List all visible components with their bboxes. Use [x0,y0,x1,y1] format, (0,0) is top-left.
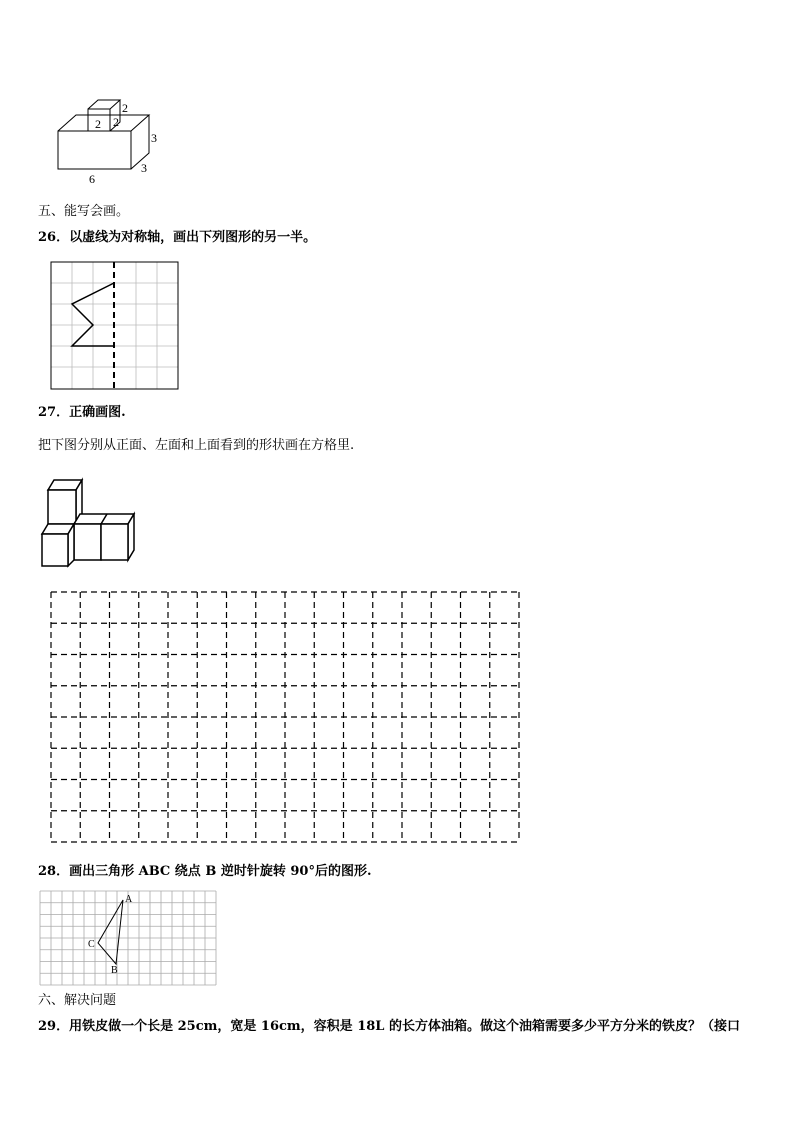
q27-text: 27．正确画图. [38,405,126,420]
small-cube-label-side: 2 [113,115,119,129]
point-c-label: C [88,939,95,950]
box-width-label: 3 [141,161,147,175]
q26-symmetry-grid [48,258,182,394]
q29-text: 29．用铁皮做一个长是 25cm，宽是 16cm，容积是 18L 的长方体油箱。做这个油箱需要多少平方分米的铁皮？（接口 [38,1019,740,1034]
point-b-label: B [111,965,118,976]
point-a-label: A [125,894,133,905]
q28-rotation-grid [38,889,220,989]
section5-title: 五、能写会画。 [38,204,130,219]
small-cube-label-top: 2 [122,101,128,115]
box-height-label: 3 [151,131,157,145]
q27-instruction: 把下图分别从正面、左面和上面看到的形状画在方格里. [38,438,355,453]
q28-text: 28．画出三角形 ABC 绕点 B 逆时针旋转 90°后的图形. [38,864,372,879]
box-length-label: 6 [89,172,95,185]
q27-cubes-figure [38,476,138,572]
q27-answer-grid [48,589,522,845]
cuboid-figure [48,95,168,185]
small-cube-label-front: 2 [95,117,101,131]
q26-text: 26．以虚线为对称轴，画出下列图形的另一半。 [38,230,317,245]
section6-title: 六、解决问题 [38,993,117,1008]
